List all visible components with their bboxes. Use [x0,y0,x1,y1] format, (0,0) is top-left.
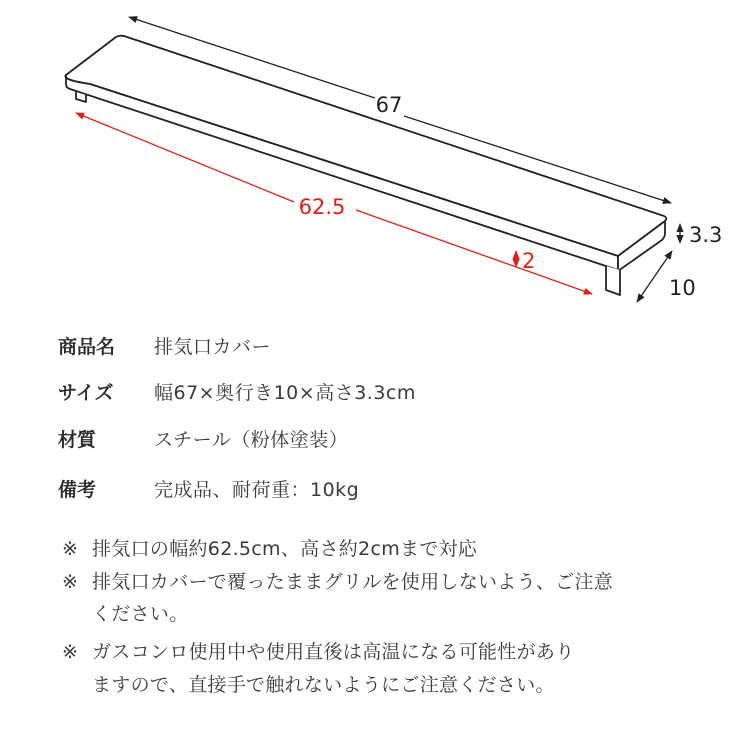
note-text: 排気口の幅約62.5cm、高さ約2cmまで対応 [92,538,478,560]
spec-label: 材質 [58,429,97,451]
spec-value: 幅67×奥行き10×高さ3.3cm [154,382,416,404]
dimension-height [680,223,722,247]
note-text: ください。 [92,603,189,625]
dimension-length-label: 67 [375,93,403,117]
dimension-leg-label: 2 [522,249,536,273]
note-mark: ※ [62,641,79,663]
note-text: 排気口カバーで覆ったままグリルを使用しないよう、ご注意 [92,571,614,593]
spec-label: 商品名 [58,336,116,358]
dimension-height-label: 3.3 [689,223,723,247]
dimension-inner-length-label: 62.5 [298,195,346,219]
note-text: ガスコンロ使用中や使用直後は高温になる可能性があり [92,641,575,663]
product-dimension-diagram [0,0,750,320]
spec-value: 完成品、耐荷重：10kg [154,479,360,501]
note-mark: ※ [62,538,79,560]
note-mark: ※ [62,571,79,593]
spec-label: 備考 [58,479,97,501]
spec-label: サイズ [58,382,114,404]
dimension-depth-label: 10 [669,276,696,300]
note-text: ますので、直接手で触れないようにご注意ください。 [92,674,555,696]
shelf-illustration [66,36,667,295]
dimension-depth [637,251,696,302]
spec-value: スチール（粉体塗装） [154,429,349,451]
spec-value: 排気口カバー [154,336,272,358]
shelf-right-leg [606,266,620,295]
dimension-leg [516,249,535,273]
